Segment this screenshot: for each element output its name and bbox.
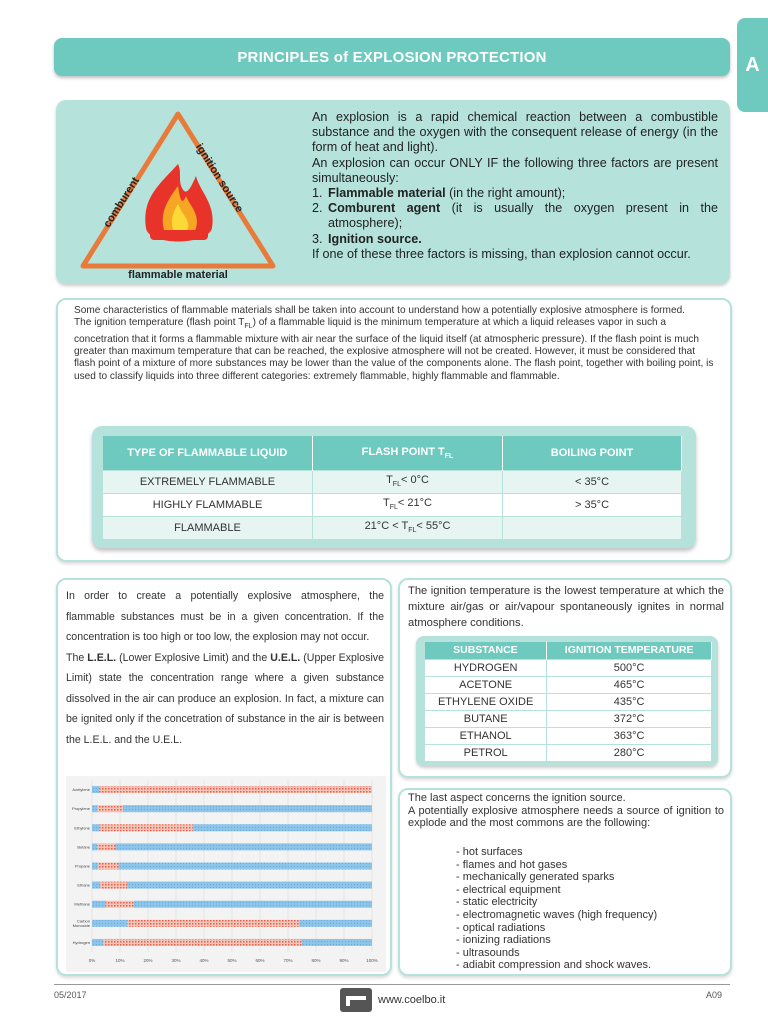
ignition-sources-list bbox=[456, 846, 657, 972]
ignition-table-frame bbox=[416, 636, 718, 766]
chart-bar-segment bbox=[92, 920, 127, 927]
factor-item: 3. Ignition source. bbox=[312, 231, 422, 246]
page-title: PRINCIPLES of EXPLOSION PROTECTION bbox=[54, 38, 730, 76]
footer-website-link[interactable]: www.coelbo.it bbox=[378, 994, 446, 1006]
chart-x-tick-label: 80% bbox=[311, 958, 321, 963]
characteristics-text bbox=[74, 305, 718, 383]
chart-category-label: Acetylene bbox=[72, 787, 90, 793]
chart-bar-segment bbox=[92, 843, 97, 850]
chart-x-tick-label: 50% bbox=[227, 958, 237, 963]
intro-text bbox=[312, 110, 718, 262]
table-row: HIGHLY FLAMMABLE $T_{FL}< 21^\circ C$ > 35°C bbox=[103, 493, 682, 516]
list-item: - ionizing radiations bbox=[456, 934, 551, 947]
ignition-sources-panel bbox=[398, 788, 732, 976]
chart-bar-segment bbox=[92, 786, 99, 793]
ignition-temperature-panel bbox=[398, 578, 732, 778]
chart-category-label: Methane bbox=[74, 901, 90, 907]
column-header-ignition-temperature: IGNITION TEMPERATURE bbox=[547, 642, 712, 659]
chart-category-label: Propylene bbox=[71, 806, 90, 812]
column-header-flash-point: FLASH POINT $T_{FL}$ bbox=[313, 436, 503, 470]
footer-divider bbox=[54, 984, 730, 985]
chart-bar-segment bbox=[116, 843, 372, 850]
chart-bar-segment bbox=[92, 824, 100, 831]
table-row: EXTREMELY FLAMMABLE $T_{FL}< 0^\circ C$ < 35°C bbox=[103, 470, 682, 493]
list-item: - static electricity bbox=[456, 896, 538, 909]
chart-category-label: Propane bbox=[74, 863, 90, 869]
chart-bar-segment bbox=[99, 786, 372, 793]
chart-bar-segment bbox=[193, 824, 372, 831]
footer-page-number: A09 bbox=[706, 990, 723, 1000]
chart-x-tick-label: 10% bbox=[115, 958, 125, 963]
intro-paragraph-2: An explosion can occur ONLY IF the following three factors are present simultaneously: bbox=[312, 155, 718, 185]
lel-paragraph-1: In order to create a potentially explosive atmosphere, the flammable substances must be in a given concentration. If the concentration is too high or too low, the explosion may not occur. bbox=[66, 590, 384, 643]
flammable-table-frame bbox=[92, 426, 696, 548]
list-item: - ultrasounds bbox=[456, 946, 520, 959]
table-row: ACETONE 465°C bbox=[425, 676, 712, 693]
chart-bar-segment bbox=[92, 805, 98, 812]
table-header-row bbox=[425, 642, 712, 659]
factor-item: 2. Comburent agent (it is usually the oxygen present in the atmosphere); bbox=[312, 201, 718, 231]
table-row: HYDROGEN 500°C bbox=[425, 659, 712, 676]
chart-x-tick-label: 30% bbox=[171, 958, 181, 963]
coelbo-logo-icon bbox=[340, 988, 372, 1012]
chart-category-label: Hydrogen bbox=[72, 939, 90, 945]
chart-bar-segment bbox=[302, 939, 372, 946]
explosive-range-chart bbox=[66, 776, 386, 972]
flame-icon bbox=[145, 164, 212, 242]
chart-bar-segment bbox=[92, 939, 103, 946]
sources-paragraph-2: A potentially explosive atmosphere needs a source of ignition to explode and the most commons are the following: bbox=[408, 804, 724, 830]
table-row: ETHYLENE OXIDE 435°C bbox=[425, 693, 712, 710]
list-item: - electrical equipment bbox=[456, 883, 561, 896]
chart-bar-segment bbox=[98, 805, 123, 812]
characteristics-panel bbox=[56, 298, 732, 562]
chart-x-tick-label: 90% bbox=[339, 958, 349, 963]
sources-paragraph-1: The last aspect concerns the ignition source. bbox=[408, 792, 626, 804]
chart-x-tick-label: 0% bbox=[88, 958, 96, 963]
chart-bar-segment bbox=[92, 863, 98, 870]
column-header-substance: SUBSTANCE bbox=[425, 642, 547, 659]
characteristics-paragraph-2: The ignition temperature (flash point $T_{FL}$) of a flammable liquid is the minimum temperature at which a liquid releases vapor in such a concetration that it forms a flammable mixture with air near the surface of the liquid itself (at atmospheric pressure). If the flash point is much greater than maximum temperature that can be reached, the explosive atmosphere will not be created. However, it must be considered that flash point of a mixture of more substances may be lower than the value of the components alone. The flash point, together with boiling point, is used to classify liquids into three different categories: extremely flammable, highly flammable and flammable. bbox=[74, 317, 714, 382]
fire-triangle-diagram bbox=[78, 106, 278, 278]
explosive-limits-panel bbox=[56, 578, 392, 976]
chart-x-tick-label: 60% bbox=[255, 958, 265, 963]
chart-x-tick-label: 20% bbox=[143, 958, 153, 963]
chart-x-tick-label: 40% bbox=[199, 958, 209, 963]
intro-paragraph-3: If one of these three factors is missing, than explosion cannot occur. bbox=[312, 246, 691, 261]
chart-bar-segment bbox=[97, 843, 115, 850]
list-item: - electromagnetic waves (high frequency) bbox=[456, 908, 658, 921]
chart-bar-segment bbox=[123, 805, 372, 812]
explosive-limits-text bbox=[66, 586, 384, 750]
chart-x-tick-label: 70% bbox=[283, 958, 293, 963]
triangle-right-label: ignition source bbox=[192, 141, 246, 215]
table-header-row bbox=[103, 436, 682, 470]
intro-paragraph-1: An explosion is a rapid chemical reaction between a combustible substance and the oxygen with the consequent release of energy (in the form of heat and light). bbox=[312, 110, 718, 155]
chart-bar-segment bbox=[92, 882, 100, 889]
column-header-boiling-point: BOILING POINT bbox=[503, 436, 682, 470]
list-item: - flames and hot gases bbox=[456, 858, 568, 871]
intro-panel bbox=[56, 100, 730, 284]
column-header-type: TYPE OF FLAMMABLE LIQUID bbox=[103, 436, 313, 470]
explosive-range-chart-svg bbox=[66, 776, 386, 972]
chart-category-label: Carbon Monoxide bbox=[72, 918, 90, 928]
chart-bar-segment bbox=[103, 939, 302, 946]
chart-x-tick-label: 100% bbox=[366, 958, 378, 963]
ignition-sources-text bbox=[408, 792, 724, 830]
chart-bar-segment bbox=[119, 863, 372, 870]
chart-category-label: Butane bbox=[77, 844, 90, 850]
list-item: - hot surfaces bbox=[456, 846, 523, 858]
chart-bar-segment bbox=[98, 863, 118, 870]
table-row: FLAMMABLE $21^\circ C < T_{FL}< 55^\circ C$ bbox=[103, 516, 682, 539]
characteristics-paragraph-1: Some characteristics of flammable materials shall be taken into account to understand how a potentially explosive atmosphere is formed. bbox=[74, 305, 685, 316]
table-row: BUTANE 372°C bbox=[425, 710, 712, 727]
list-item: - optical radiations bbox=[456, 921, 546, 934]
triangle-left-label: comburent bbox=[101, 175, 142, 230]
chart-bar-segment bbox=[100, 824, 193, 831]
lel-paragraph-2: The L.E.L. (Lower Explosive Limit) and the U.E.L. (Upper Explosive Limit) state the concentration range where a given substance dissolved in the air can produce an explosion. In fact, a mixture can be ignited only if the concetration of substance in the air is between the L.E.L. and the U.E.L. bbox=[66, 651, 384, 746]
flammable-liquid-table bbox=[102, 436, 682, 540]
table-row: PETROL 280°C bbox=[425, 744, 712, 761]
ignition-temperature-table bbox=[424, 642, 712, 762]
chart-bar-segment bbox=[100, 882, 127, 889]
list-item: - adiabit compression and shock waves. bbox=[456, 959, 652, 972]
triangle-bottom-label: flammable material bbox=[128, 269, 228, 278]
chart-bar-segment bbox=[106, 901, 134, 908]
chart-bar-segment bbox=[92, 901, 106, 908]
section-tab[interactable]: A bbox=[737, 18, 768, 112]
chart-bar-segment bbox=[299, 920, 372, 927]
table-row: ETHANOL 363°C bbox=[425, 727, 712, 744]
factor-list bbox=[312, 186, 718, 247]
chart-bar-segment bbox=[127, 882, 372, 889]
chart-bar-segment bbox=[134, 901, 372, 908]
list-item: - mechanically generated sparks bbox=[456, 871, 615, 884]
chart-category-label: Ethylene bbox=[74, 825, 90, 831]
chart-bar-segment bbox=[127, 920, 299, 927]
footer-date: 05/2017 bbox=[54, 990, 87, 1000]
factor-item: 1. Flammable material (in the right amount); bbox=[312, 186, 566, 201]
chart-category-label: Ethane bbox=[77, 882, 90, 888]
ignition-temperature-text: The ignition temperature is the lowest temperature at which the mixture air/gas or air/vapour spontaneously ignites in normal atmosphere conditions. bbox=[408, 585, 724, 629]
